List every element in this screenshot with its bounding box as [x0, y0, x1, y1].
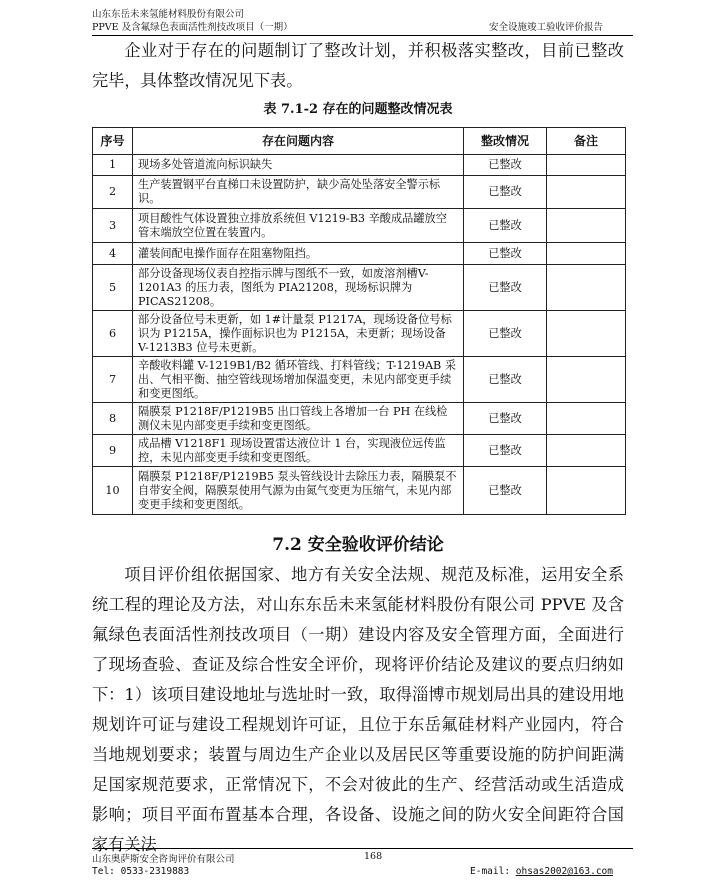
- row-note: [547, 243, 626, 265]
- row-status: 已整改: [464, 209, 547, 243]
- row-note: [547, 265, 626, 311]
- row-note: [547, 311, 626, 357]
- header-no: 序号: [93, 128, 133, 155]
- table-row: [93, 403, 626, 435]
- header-company: 山东东岳未来氢能材料股份有限公司: [92, 9, 245, 20]
- conclusion-item-1: 1）该项目建设地址与选址时一致，取得淄博市规划局出具的建设用地规划许可证与建设工程规划许可证，且位于东岳氟硅材料产业园内，符合当地规划要求；装置与周边生产企业以及居民区等重要设施的防护间距满足国家规范要求，正常情况下，不会对彼此的生产、经营活动或生活造成影响；项目平面布置基本合理，各设备、设施之间的防火安全间距符合国家有关法: [92, 685, 624, 854]
- table-row: [93, 265, 626, 311]
- table-header-row: [93, 128, 626, 155]
- table-row: [93, 209, 626, 243]
- footer-tel: Tel: 0533-2319883: [92, 866, 190, 877]
- row-status: 已整改: [464, 403, 547, 435]
- row-issue: 项目酸性气体设置独立排放系统但 V1219-B3 辛酸成品罐放空管末端放空位置在装置内。: [133, 209, 464, 243]
- conclusion-paragraph: 项目评价组依据国家、地方有关安全法规、规范及标准，运用安全系统工程的理论及方法，对山东东岳未来氢能材料股份有限公司 PPVE 及含氟绿色表面活性剂技改项目（一期）建设内容及安全管理方面，全面进行了现场查验、查证及综合性安全评价，现将评价结论及建议的要点归纳如下：: [92, 565, 624, 704]
- row-no: 6: [93, 311, 133, 357]
- row-issue: 辛酸收料罐 V-1219B1/B2 循环管线、打料管线；T-1219AB 采出、气相平衡、抽空管线现场增加保温变更，未见内部变更手续和变更图纸。: [133, 357, 464, 403]
- footer-divider: [92, 848, 633, 849]
- row-no: 10: [93, 467, 133, 515]
- footer-email: [470, 866, 613, 877]
- row-status: 已整改: [464, 265, 547, 311]
- row-no: 4: [93, 243, 133, 265]
- row-issue: 部分设备现场仪表自控指示牌与图纸不一致，如废溶剂槽V-1201A3 的压力表，图纸为 PIA21208，现场标识牌为PICAS21208。: [133, 265, 464, 311]
- row-note: [547, 403, 626, 435]
- intro-paragraph: 企业对于存在的问题制订了整改计划，并积极落实整改，目前已整改完毕，具体整改情况见下表。: [92, 41, 624, 90]
- row-no: 7: [93, 357, 133, 403]
- table-row: [93, 357, 626, 403]
- row-note: [547, 467, 626, 515]
- header-left: [92, 8, 293, 34]
- row-note: [547, 155, 626, 176]
- table-row: [93, 155, 626, 176]
- row-issue: 成品槽 V1218F1 现场设置雷达液位计 1 台，实现液位远传监控，未见内部变更手续和变更图纸。: [133, 435, 464, 467]
- table-row: [93, 435, 626, 467]
- row-note: [547, 209, 626, 243]
- footer-email-label: E-mail:: [470, 866, 516, 877]
- row-no: 8: [93, 403, 133, 435]
- row-no: 5: [93, 265, 133, 311]
- footer-email-link[interactable]: ohsas2002@163.com: [515, 866, 613, 877]
- header-status: 整改情况: [464, 128, 547, 155]
- table-title: 表 7.1-2 存在的问题整改情况表: [263, 102, 453, 117]
- row-status: 已整改: [464, 243, 547, 265]
- row-no: 9: [93, 435, 133, 467]
- row-no: 2: [93, 176, 133, 209]
- page-number: 168: [364, 851, 383, 862]
- header-issue: 存在问题内容: [133, 128, 464, 155]
- header-note: 备注: [547, 128, 626, 155]
- row-note: [547, 176, 626, 209]
- row-issue: 现场多处管道流向标识缺失: [133, 155, 464, 176]
- table-row: [93, 311, 626, 357]
- row-no: 3: [93, 209, 133, 243]
- row-status: 已整改: [464, 311, 547, 357]
- table-row: [93, 243, 626, 265]
- row-status: 已整改: [464, 435, 547, 467]
- issues-table: [92, 127, 626, 515]
- row-issue: 生产装置钢平台直梯口未设置防护，缺少高处坠落安全警示标识。: [133, 176, 464, 209]
- table-row: [93, 467, 626, 515]
- header-project: PPVE 及含氟绿色表面活性剂技改项目（一期）: [92, 22, 293, 33]
- section-title: 7.2 安全验收评价结论: [272, 535, 444, 555]
- row-status: 已整改: [464, 176, 547, 209]
- row-note: [547, 357, 626, 403]
- row-no: 1: [93, 155, 133, 176]
- row-issue: 部分设备位号未更新，如 1#计量泵 P1217A，现场设备位号标识为 P1215A，操作面标识也为 P1215A，未更新；现场设备 V-1213B3 位号未更新。: [133, 311, 464, 357]
- row-status: 已整改: [464, 155, 547, 176]
- row-issue: 隔膜泵 P1218F/P1219B5 泵头管线设计去除压力表，隔膜泵不自带安全阀，隔膜泵使用气源为由氮气变更为压缩气，未见内部变更手续和变更图纸。: [133, 467, 464, 515]
- row-issue: 灌装间配电操作面存在阻塞物阻挡。: [133, 243, 464, 265]
- table-row: [93, 176, 626, 209]
- row-status: 已整改: [464, 467, 547, 515]
- header-report-title: 安全设施竣工验收评价报告: [489, 22, 604, 33]
- row-issue: 隔膜泵 P1218F/P1219B5 出口管线上各增加一台 PH 在线检测仪未见内部变更手续和变更图纸。: [133, 403, 464, 435]
- row-note: [547, 435, 626, 467]
- row-status: 已整改: [464, 357, 547, 403]
- footer-company: 山东奥萨斯安全咨询评价有限公司: [92, 854, 235, 865]
